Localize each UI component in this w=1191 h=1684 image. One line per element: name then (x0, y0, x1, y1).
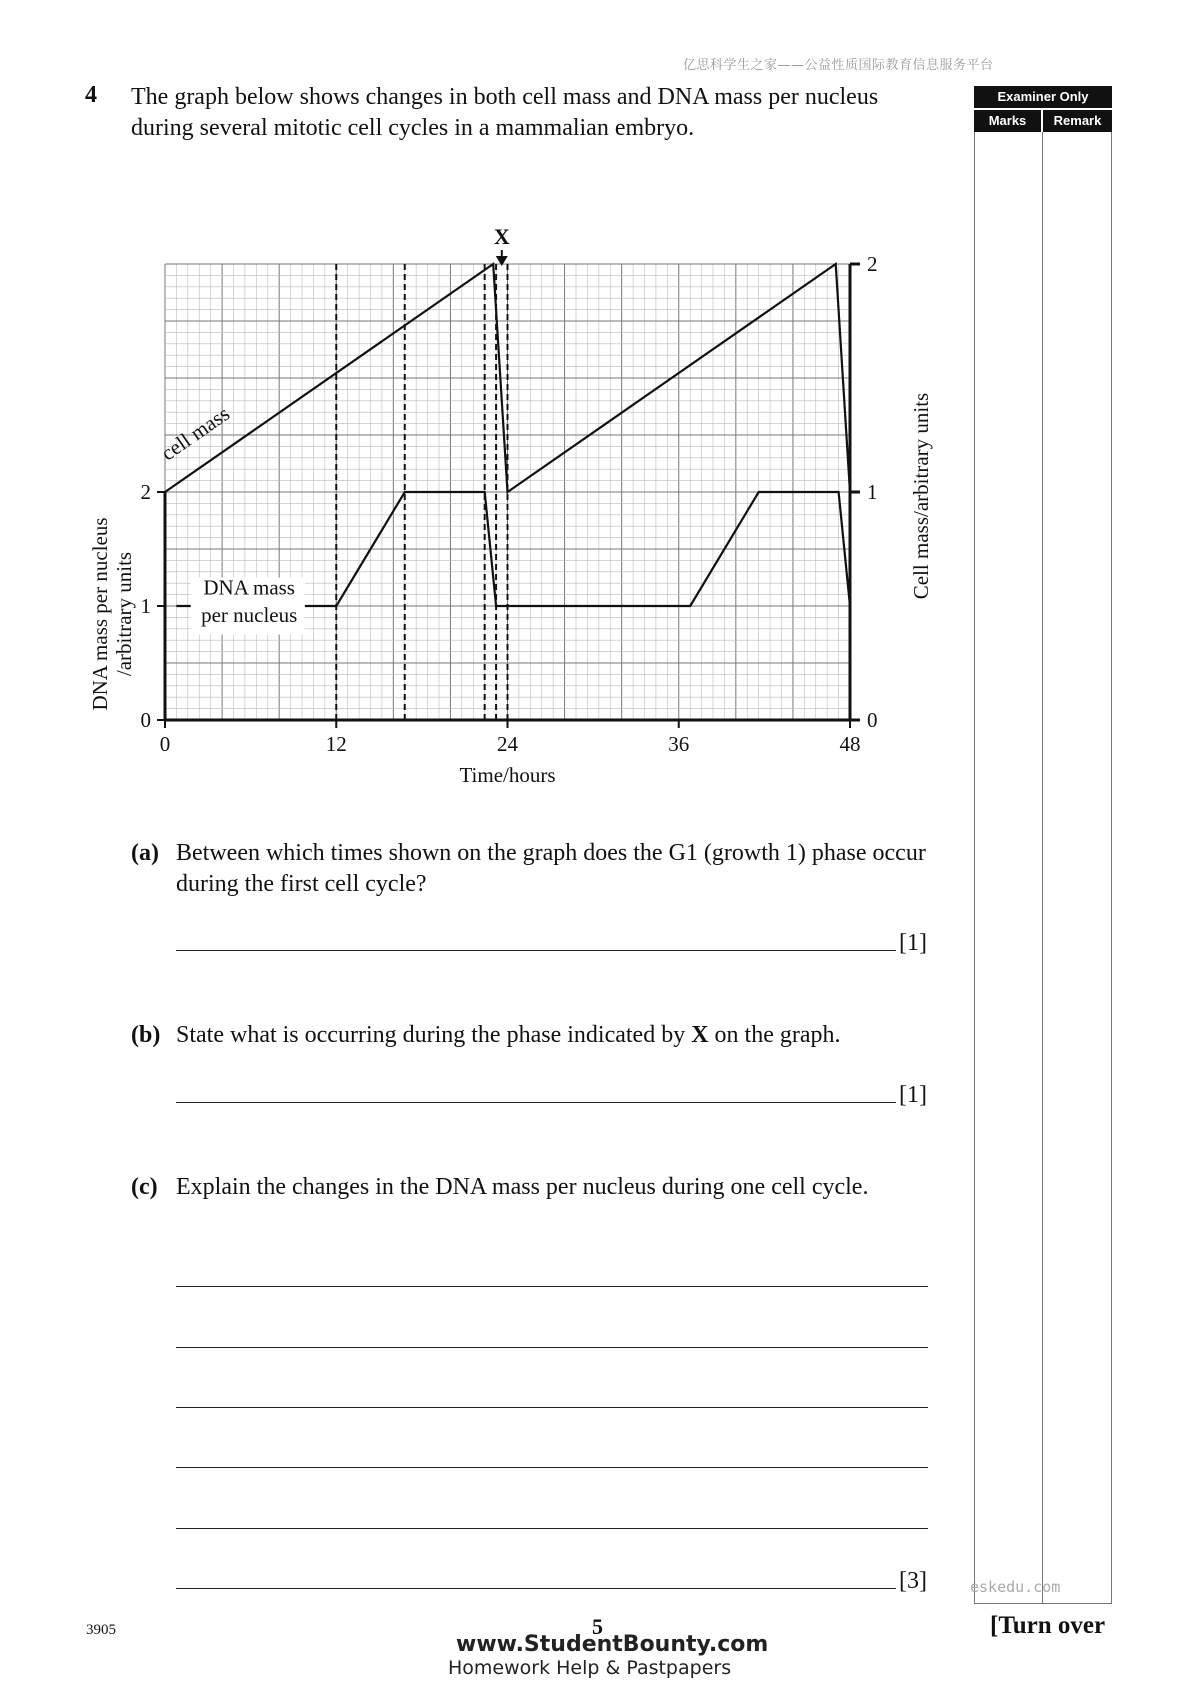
y-left-tick-label: 2 (140, 480, 151, 504)
answer-line-c4[interactable] (176, 1467, 928, 1468)
site-watermark: eskedu.com (970, 1578, 1061, 1596)
marks-b: [1] (899, 1082, 927, 1108)
answer-line-b[interactable] (176, 1102, 896, 1103)
part-b-text: State what is occurring during the phase indicated by X on the graph. (176, 1022, 841, 1048)
question-number: 4 (85, 82, 97, 108)
y-left-tick-label: 1 (140, 594, 151, 618)
part-b-label: (b) (131, 1022, 161, 1048)
answer-line-c1[interactable] (176, 1286, 928, 1287)
x-axis-title: Time/hours (459, 763, 556, 787)
studentbounty-logo: www.StudentBounty.com (456, 1632, 769, 1657)
y-left-axis-title: DNA mass per nucleus (88, 517, 112, 711)
x-tick-label: 24 (497, 732, 518, 756)
marks-c: [3] (899, 1568, 927, 1594)
answer-line-c6[interactable] (176, 1588, 896, 1589)
examiner-title: Examiner Only (974, 86, 1112, 108)
answer-line-c5[interactable] (176, 1528, 928, 1529)
dna-mass-label: DNA mass (203, 575, 295, 600)
paper-code: 3905 (86, 1622, 116, 1638)
answer-line-c3[interactable] (176, 1407, 928, 1408)
marks-column-header: Marks (974, 110, 1041, 132)
dna-mass-label-line2: per nucleus (201, 602, 298, 627)
x-tick-label: 48 (839, 732, 861, 756)
marks-column[interactable] (974, 132, 1043, 1604)
marks-a: [1] (899, 930, 927, 956)
chart-labels (88, 224, 933, 787)
x-tick-label: 0 (159, 732, 171, 756)
page-number: 5 (592, 1614, 603, 1639)
y-right-tick-label: 1 (867, 480, 878, 504)
x-tick-label: 12 (325, 732, 347, 756)
x-annotation-label: X (493, 224, 510, 249)
cell-mass-label: cell mass (156, 401, 234, 466)
x-tick-label: 36 (668, 732, 690, 756)
answer-line-a[interactable] (176, 950, 896, 951)
part-a-label: (a) (131, 840, 159, 866)
remark-column-header: Remark (1043, 110, 1112, 132)
part-c-text: Explain the changes in the DNA mass per nucleus during one cell cycle. (176, 1174, 869, 1200)
examiner-only-box (974, 86, 1112, 1604)
studentbounty-tagline: Homework Help & Pastpapers (448, 1657, 732, 1679)
turn-over: [Turn over (990, 1612, 1106, 1639)
y-right-tick-label: 0 (867, 708, 878, 732)
part-a-text: Between which times shown on the graph does the G1 (growth 1) phase occur during the first cell cycle? (176, 840, 926, 897)
remark-column[interactable] (1042, 132, 1112, 1604)
y-left-tick-label: 0 (140, 708, 151, 732)
answer-line-c2[interactable] (176, 1347, 928, 1348)
y-left-axis-title-line2: /arbitrary units (112, 551, 136, 677)
y-right-tick-label: 2 (867, 252, 878, 276)
question-intro: The graph below shows changes in both cell mass and DNA mass per nucleus during several mitotic cell cycles in a mammalian embryo. (131, 84, 879, 141)
header-watermark: 亿思科学生之家——公益性质国际教育信息服务平台 (683, 58, 994, 73)
part-c-label: (c) (131, 1174, 158, 1200)
y-right-axis-title: Cell mass/arbitrary units (909, 392, 933, 600)
